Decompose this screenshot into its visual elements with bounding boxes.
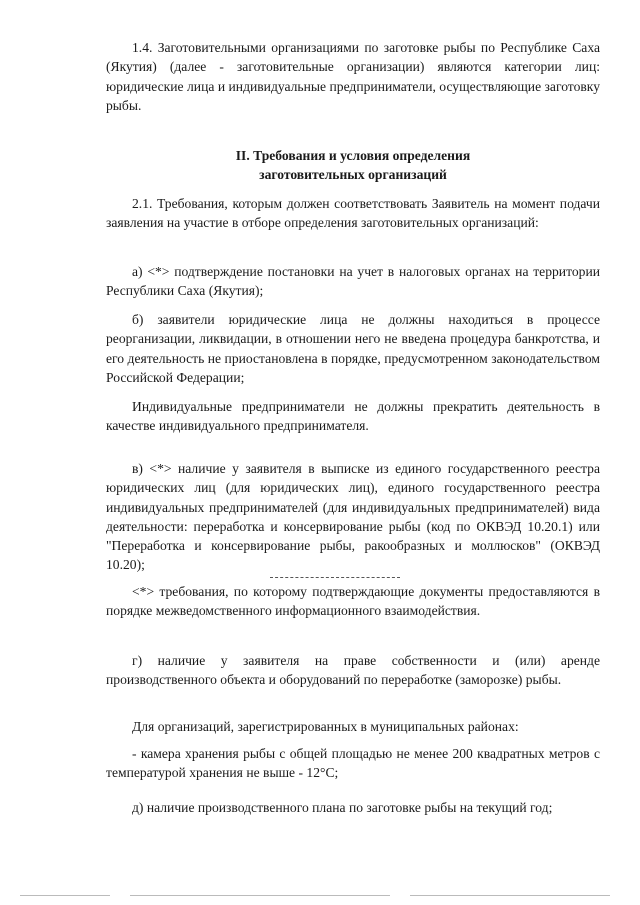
paragraph-v: в) <*> наличие у заявителя в выписке из единого государственного реестра юридических лиц (для юридических лиц), единого государственного реестра индивидуальных предпринимателей (для индивидуальных предпринимателей) вида деятельности: переработка и консервирование рыбы (код по ОКВЭД 10.20.1) или "Переработка и консервирование рыбы, ракообразных и моллюсков" (ОКВЭД 10.20);	[106, 461, 600, 573]
paragraph-1-4: 1.4. Заготовительными организациями по заготовке рыбы по Республике Саха (Якутия) (далее - заготовительные организации) являются категории лиц: юридические лица и индивидуальные предприниматели, осуществляющие заготовку рыбы.	[106, 40, 600, 113]
footnote-separator	[270, 577, 400, 578]
paragraph-storage-chamber: - камера хранения рыбы с общей площадью не менее 200 квадратных метров с температурой хранения не выше - 12°С;	[106, 746, 600, 781]
paragraph-g: г) наличие у заявителя на праве собственности и (или) аренде производственного объекта и оборудований по переработке (заморозке) рыбы.	[106, 653, 600, 688]
paragraph-individual-entrepreneurs: Индивидуальные предприниматели не должны прекратить деятельность в качестве индивидуального предпринимателя.	[106, 399, 600, 434]
footer-rule	[20, 895, 110, 896]
section-heading-line-1: II. Требования и условия определения	[235, 148, 471, 163]
paragraph-b: б) заявители юридические лица не должны находиться в процессе реорганизации, ликвидации, в отношении него не введена процедура банкротства, и его деятельность не приостановлена в порядке, предусмотренном законодательством Российской Федерации;	[106, 312, 600, 385]
section-heading-line-2: заготовительных организаций	[259, 167, 447, 182]
paragraph-d: д) наличие производственного плана по заготовке рыбы на текущий год;	[132, 800, 553, 815]
paragraph-municipal: Для организаций, зарегистрированных в муниципальных районах:	[132, 719, 519, 734]
footnote-note: <*> требования, по которому подтверждающие документы предоставляются в порядке межведомственного информационного взаимодействия.	[106, 584, 600, 619]
footer-rule	[410, 895, 610, 896]
paragraph-2-1: 2.1. Требования, которым должен соответствовать Заявитель на момент подачи заявления на участие в отборе определения заготовительных организаций:	[106, 196, 600, 231]
footer-rule	[130, 895, 390, 896]
section-heading	[106, 146, 600, 184]
paragraph-a: а) <*> подтверждение постановки на учет в налоговых органах на территории Республики Саха (Якутия);	[106, 264, 600, 299]
